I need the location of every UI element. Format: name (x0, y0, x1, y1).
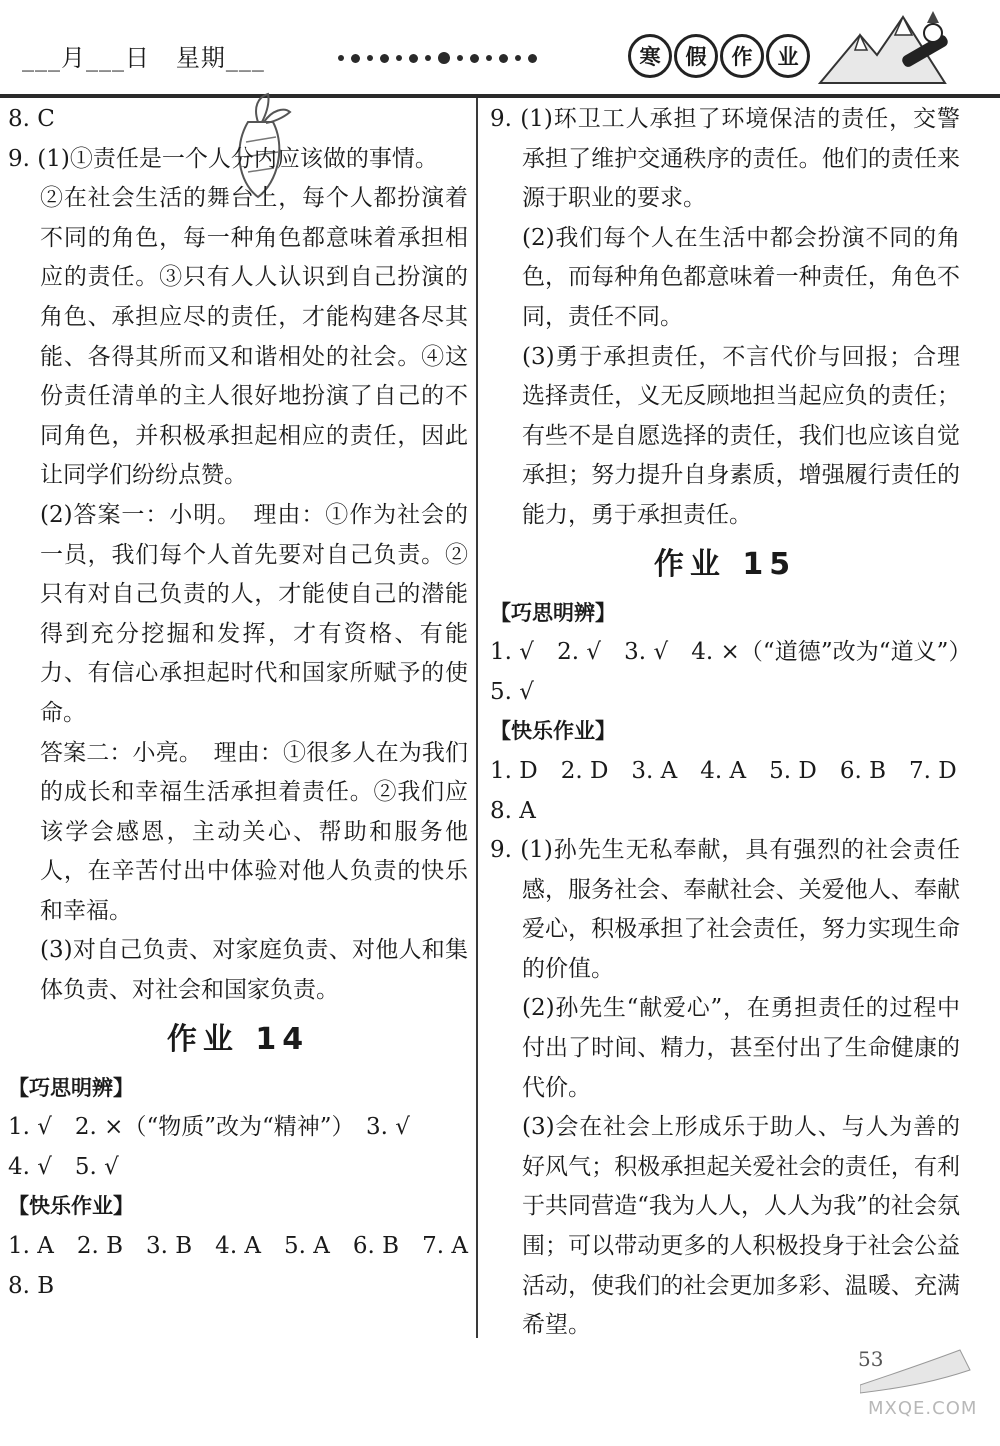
banner-char: 业 (766, 34, 810, 78)
section-label-kuaile: 【快乐作业】 (8, 1194, 134, 1219)
answer-9-2: (2)我们每个人在生活中都会扮演不同的角色，而每种角色都意味着一种责任，角色不同，责任不同。 (522, 224, 960, 330)
answer-9-2-option2: 答案二：小亮。 理由：①很多人在为我们的成长和幸福生活承担着责任。②我们应该学会感恩，主动关心、帮助和服务他人，在辛苦付出中体验对他人负责的快乐和幸福。 (40, 739, 468, 924)
answer-9-2: (2)孙先生“献爱心”，在勇担责任的过程中付出了时间、精力，甚至付出了生命健康的代价。 (522, 995, 960, 1101)
page-header (0, 0, 1000, 95)
answer-9-3: (3)勇于承担责任，不言代价与回报；合理选择责任，义无反顾地担当起应负的责任；有些不是自愿选择的责任，我们也应该自觉承担；努力提升自身素质，增强履行责任的能力，勇于承担责任。 (522, 343, 960, 528)
answer-row: 4. √ 5. √ (8, 1153, 119, 1180)
section-label-qiaosi: 【巧思明辨】 (8, 1075, 134, 1100)
answer-row: 1. A 2. B 3. B 4. A 5. A 6. B 7. A (8, 1233, 468, 1260)
answer-9-1: 9. (1)孙先生无私奉献，具有强烈的社会责任感，服务社会、奉献社会、关爱他人、奉献爱心，积极承担了社会责任，努力实现生命的价值。 (490, 837, 960, 982)
right-column (490, 100, 983, 1346)
answer-row: 1. √ 2. ×（“物质”改为“精神”） 3. √ (8, 1114, 410, 1141)
answer-9-1: 9. (1)①责任是一个人分内应该做的事情。 (8, 145, 438, 172)
watermark: MXQE.COM (868, 1398, 978, 1419)
header-rule (0, 94, 1000, 98)
dot-divider (338, 52, 537, 64)
section-title-15: 作业 15 (653, 546, 797, 582)
answer-9-3: (3)对自己负责、对家庭负责、对他人和集体负责、对社会和国家负责。 (40, 937, 468, 1004)
answer-9-1-cont: ②在社会生活的舞台上，每个人都扮演着不同的角色，每一种角色都意味着承担相应的责任。③只有人人认识到自己扮演的角色、承担应尽的责任，才能构建各尽其能、各得其所而又和谐相处的社会。④这份责任清单的主人很好地扮演了自己的不同角色，并积极承担起相应的责任，因此让同学们纷纷点赞。 (40, 185, 468, 489)
winter-homework-banner (628, 34, 810, 78)
answer-row: 8. B (8, 1272, 55, 1299)
answer-9-3: (3)会在社会上形成乐于助人、与人为善的好风气；积极承担起关爱社会的责任，有利于共同营造“我为人人，人人为我”的社会氛围；可以带动更多的人积极投身于社会公益活动，使我们的社会更加多彩、温暖、充满希望。 (522, 1114, 960, 1339)
date-line: ___月___日 星期___ (22, 44, 265, 72)
answer-9-2-option1: (2)答案一：小明。 理由：①作为社会的一员，我们每个人首先要对自己负责。②只有对自己负责的人，才能使自己的潜能得到充分挖掘和发挥，才有资格、有能力、有信心承担起时代和国家所赋予的使命。 (40, 501, 468, 726)
banner-char: 作 (720, 34, 764, 78)
mountain-icon (815, 5, 965, 90)
answer-row: 1. √ 2. √ 3. √ 4. ×（“道德”改为“道义”） 5. √ (490, 639, 983, 705)
banner-char: 假 (674, 34, 718, 78)
page-number: 53 (858, 1347, 884, 1371)
section-label-qiaosi: 【巧思明辨】 (490, 600, 616, 625)
left-column (8, 100, 468, 1306)
answer-row: 8. A (490, 797, 536, 824)
banner-char: 寒 (628, 34, 672, 78)
column-divider (476, 98, 478, 1338)
section-title-14: 作业 14 (166, 1021, 310, 1057)
section-label-kuaile: 【快乐作业】 (490, 719, 616, 744)
answer-row: 1. D 2. D 3. A 4. A 5. D 6. B 7. D (490, 757, 957, 784)
answer-8: 8. C (8, 106, 55, 132)
answer-9-1: 9. (1)环卫工人承担了环境保洁的责任，交警承担了维护交通秩序的责任。他们的责任来源于职业的要求。 (490, 106, 960, 212)
